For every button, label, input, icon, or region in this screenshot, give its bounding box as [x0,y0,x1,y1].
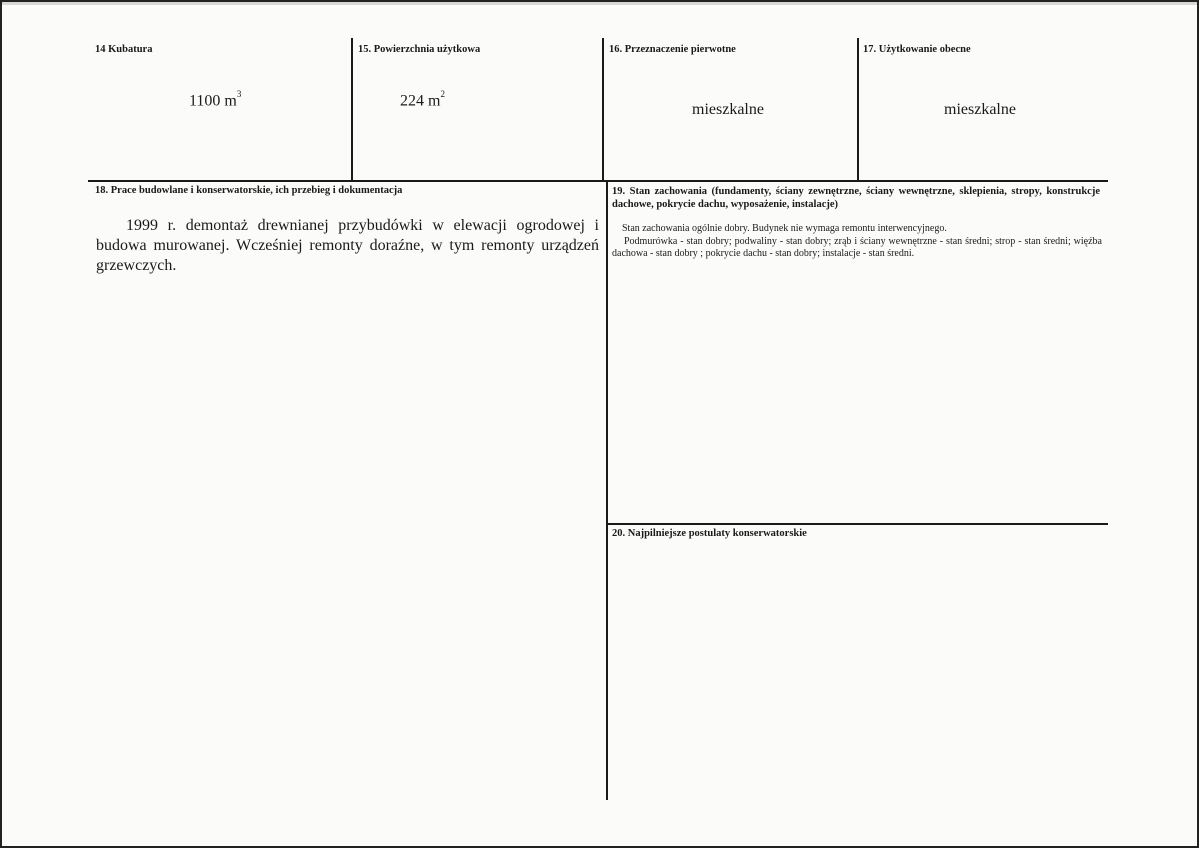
field-przeznaczenie-label: 16. Przeznaczenie pierwotne [609,44,736,55]
divider-v2 [602,38,604,180]
divider-v1 [351,38,353,180]
field-powierzchnia-label: 15. Powierzchnia użytkowa [358,44,481,55]
divider-v4 [606,180,608,800]
field-prace-text: 1999 r. demontaż drewnianej przybudówki w elewacji ogrodowej i budowa murowanej. Wcześniej remonty doraźne, w tym remonty urządzeń grzewczych. [96,217,599,274]
field-postulaty-label: 20. Najpilniejsze postulaty konserwatorskie [612,528,807,539]
field-kubatura-value: 1100 $m^3$ [189,89,242,110]
divider-h2 [606,523,1108,525]
field-stan-text [612,223,1102,261]
field-uzytkowanie-label: 17. Użytkowanie obecne [863,44,971,55]
divider-v3 [857,38,859,180]
stan-summary: Stan zachowania ogólnie dobry. Budynek nie wymaga remontu interwencyjnego. [622,223,947,234]
unit-exponent: 3 [236,89,242,99]
unit-exponent: 2 [440,89,445,99]
field-prace-label: 18. Prace budowlane i konserwatorskie, ich przebieg i dokumentacja [95,185,403,196]
stan-details: Podmurówka - stan dobry; podwaliny - stan dobry; zrąb i ściany wewnętrzne - stan średni; strop - stan średni; więźba dachowa - stan dobry ; pokrycie dachu - stan dobry; instalacje - stan średni. [612,235,1102,259]
field-stan-label: 19. Stan zachowania (fundamenty, ściany zewnętrzne, ściany wewnętrzne, sklepienia, stropy, konstrukcje dachowe, pokrycie dachu, wyposażenie, instalacje) [612,186,1100,210]
field-przeznaczenie-value: mieszkalne [692,101,764,118]
field-uzytkowanie-value: mieszkalne [944,101,1016,118]
field-powierzchnia-value: 224 $m^2$ [400,89,445,110]
scan-edge [2,2,1197,5]
divider-h1 [88,180,1108,182]
field-kubatura-label: 14 Kubatura [95,44,153,55]
